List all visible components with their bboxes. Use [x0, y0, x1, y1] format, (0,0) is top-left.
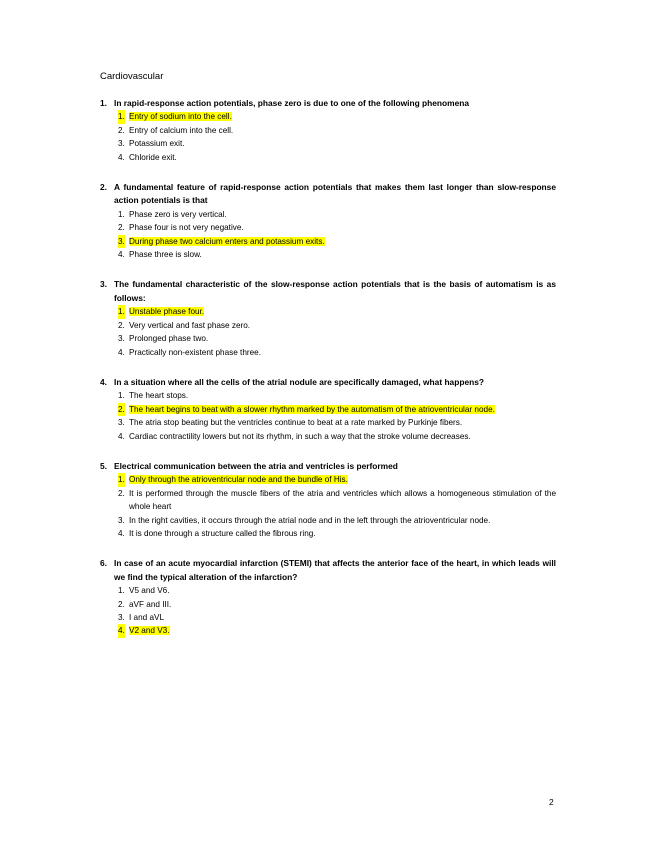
question-number: 3.: [100, 279, 107, 290]
option-number: 2.: [118, 223, 125, 233]
option-number: 2.: [118, 599, 125, 609]
option-text: Entry of sodium into the cell.: [129, 112, 232, 122]
answer-option: [118, 487, 556, 514]
answer-option: [118, 151, 556, 164]
option-number: 1.: [118, 586, 125, 596]
option-number: 3.: [118, 139, 125, 149]
answer-options: [100, 584, 556, 638]
option-text: Cardiac contractility lowers but not its rhythm, in such a way that the stroke volume decreases.: [129, 431, 471, 441]
option-number: 1.: [118, 305, 125, 318]
answer-options: [100, 389, 556, 443]
option-text: Potassium exit.: [129, 139, 185, 149]
question-item: [100, 557, 556, 637]
answer-option-highlighted: [118, 473, 556, 486]
answer-option: [118, 221, 556, 234]
option-number: 4.: [118, 250, 125, 260]
option-text: Phase four is not very negative.: [129, 223, 244, 233]
option-text: Prolonged phase two.: [129, 334, 209, 344]
option-text: It is performed through the muscle fibers of the atria and ventricles which allows a homogeneous stimulation of the whole heart: [129, 488, 556, 512]
answer-option: [118, 430, 556, 443]
option-number: 1.: [118, 391, 125, 401]
option-number: 3.: [118, 613, 125, 622]
option-text: The atria stop beating but the ventricles continue to beat at a rate marked by Purkinje fibers.: [129, 418, 463, 428]
answer-option: [118, 389, 556, 402]
option-number: 1.: [118, 473, 125, 486]
option-text: Only through the atrioventricular node and the bundle of His.: [129, 475, 348, 485]
option-number: 4.: [118, 347, 125, 357]
option-text: During phase two calcium enters and potassium exits.: [129, 236, 325, 246]
answer-option-highlighted: [118, 235, 556, 248]
answer-options: [100, 473, 556, 540]
option-number: 2.: [118, 403, 125, 416]
option-text: The heart begins to beat with a slower rhythm marked by the automatism of the atrioventricular node.: [129, 404, 495, 414]
answer-option-highlighted: [118, 624, 556, 637]
question-text: Electrical communication between the atria and ventricles is performed: [114, 460, 398, 471]
question-text: In rapid-response action potentials, phase zero is due to one of the following phenomena: [114, 98, 470, 108]
answer-option: [118, 208, 556, 221]
answer-options: [100, 110, 556, 164]
answer-options: [100, 208, 556, 262]
question-text: In case of an acute myocardial infarction (STEMI) that affects the anterior face of the heart, in which leads will we find the typical alteration of the infarction?: [114, 558, 556, 582]
question-item: [100, 181, 556, 261]
question-number: 1.: [100, 98, 107, 108]
option-number: 3.: [118, 235, 125, 248]
document-title: Cardiovascular: [100, 71, 164, 82]
option-number: 4.: [118, 528, 125, 538]
answer-option: [118, 248, 556, 261]
option-text: Phase zero is very vertical.: [129, 209, 227, 219]
question-text: In a situation where all the cells of the atrial nodule are specifically damaged, what happens?: [114, 376, 484, 387]
option-number: 3.: [118, 334, 125, 344]
option-text: Entry of calcium into the cell.: [129, 125, 234, 135]
question-number: 4.: [100, 376, 107, 387]
option-number: 4.: [118, 624, 125, 637]
option-text: In the right cavities, it occurs through the atrial node and in the left through the atrioventricular node.: [129, 515, 491, 525]
option-number: 4.: [118, 152, 125, 162]
question-number: 6.: [100, 558, 107, 569]
answer-option: [118, 514, 556, 527]
answer-option: [118, 319, 556, 332]
question-item: [100, 376, 556, 443]
answer-option: [118, 124, 556, 137]
answer-option: [118, 527, 556, 540]
question-text: The fundamental characteristic of the slow-response action potentials that is the basis of automatism is as follows:: [114, 279, 556, 303]
answer-option: [118, 416, 556, 429]
question-text: A fundamental feature of rapid-response action potentials that makes them last longer than slow-response action potentials is that: [114, 182, 556, 206]
option-number: 2.: [118, 320, 125, 330]
option-text: Very vertical and fast phase zero.: [129, 320, 251, 330]
page-number: 2: [549, 797, 554, 807]
answer-option-highlighted: [118, 305, 556, 318]
question-number: 2.: [100, 182, 107, 193]
option-text: It is done through a structure called the fibrous ring.: [129, 528, 316, 538]
option-text: Phase three is slow.: [129, 250, 202, 260]
answer-option: [118, 611, 556, 624]
option-text: V5 and V6.: [129, 586, 170, 596]
answer-option: [118, 584, 556, 597]
option-number: 2.: [118, 488, 125, 498]
option-text: The heart stops.: [129, 391, 189, 401]
option-number: 2.: [118, 125, 125, 135]
answer-option: [118, 332, 556, 345]
option-number: 4.: [118, 431, 125, 441]
answer-option-highlighted: [118, 403, 556, 416]
answer-options: [100, 305, 556, 359]
answer-option: [118, 137, 556, 150]
answer-option-highlighted: [118, 110, 556, 123]
option-text: Unstable phase four.: [129, 307, 205, 317]
question-item: [100, 460, 556, 540]
option-text: Chloride exit.: [129, 152, 177, 162]
question-item: [100, 278, 556, 358]
question-number: 5.: [100, 460, 107, 471]
question-item: [100, 97, 556, 164]
option-text: aVF and III.: [129, 599, 172, 609]
option-number: 1.: [118, 209, 125, 219]
question-list: [100, 97, 556, 655]
option-number: 1.: [118, 110, 125, 123]
answer-option: [118, 598, 556, 611]
answer-option: [118, 346, 556, 359]
option-text: Practically non-existent phase three.: [129, 347, 261, 357]
option-text: V2 and V3.: [129, 626, 170, 636]
option-number: 3.: [118, 515, 125, 525]
option-number: 3.: [118, 418, 125, 428]
option-text: I and aVL: [129, 613, 165, 622]
